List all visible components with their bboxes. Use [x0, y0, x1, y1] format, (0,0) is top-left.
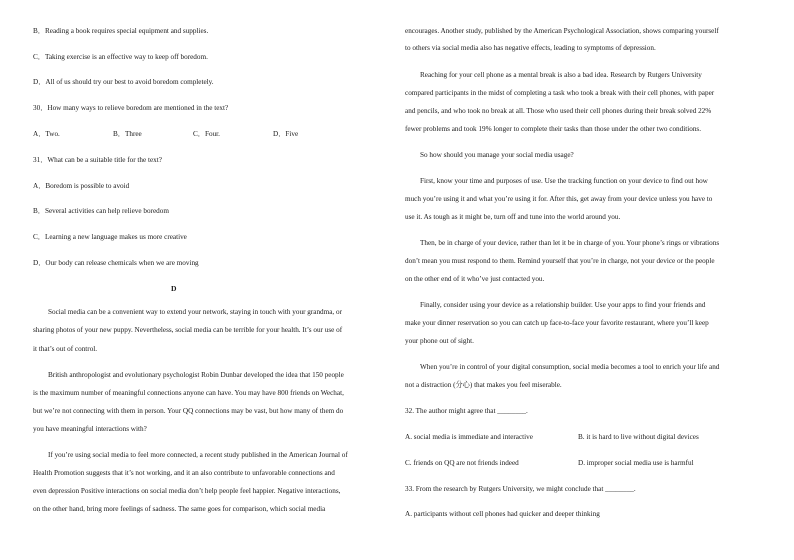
- passage-line: your phone out of sight.: [405, 337, 474, 345]
- passage-line: Finally, consider using your device as a relationship builder. Use your apps to find your friends and: [420, 301, 706, 309]
- section-letter: D: [171, 284, 177, 293]
- q33-stem: 33. From the research by Rutgers University, we might conclude that ________.: [405, 485, 636, 493]
- q30-stem: 30．How many ways to relieve boredom are mentioned in the text?: [33, 104, 229, 112]
- q32-option-a: A. social media is immediate and interactive: [405, 433, 533, 441]
- passage-line: is the maximum number of meaningful connections anyone can have. You may have 800 friends on Wechat,: [33, 389, 344, 397]
- q33-option-a: A. participants without cell phones had quicker and deeper thinking: [405, 510, 600, 518]
- passage-line: compared participants in the midst of completing a task who took a break with their cell phones, with paper: [405, 89, 715, 97]
- q29-option-c: C．Taking exercise is an effective way to keep off boredom.: [33, 53, 208, 61]
- passage-line: and pencils, and who took no break at all. Those who used their cell phones during their break solved 22%: [405, 107, 712, 115]
- passage-line: make your dinner reservation so you can catch up face-to-face your favorite restaurant, where you’ll keep: [405, 319, 709, 327]
- passage-line: When you’re in control of your digital consumption, social media becomes a tool to enrich your life and: [420, 363, 720, 371]
- passage-line: it that’s out of control.: [33, 345, 98, 353]
- q30-option-c: C．Four.: [193, 130, 220, 138]
- passage-line: on the other end of it who’ve just contacted you.: [405, 275, 545, 283]
- passage-line: encourages. Another study, published by the American Psychological Association, shows comparing yourself: [405, 27, 719, 35]
- q31-option-a: A．Boredom is possible to avoid: [33, 182, 130, 190]
- passage-line: much you’re using it and what you’re using it for. After this, get away from your device unless you have to: [405, 195, 713, 203]
- q29-option-d: D．All of us should try our best to avoid boredom completely.: [33, 78, 214, 86]
- q31-option-d: D．Our body can release chemicals when we are moving: [33, 259, 199, 267]
- q30-option-a: A．Two.: [33, 130, 60, 138]
- passage-line: fewer problems and took 19% longer to complete their tasks than those under the other two conditions.: [405, 125, 702, 133]
- passage-line: not a distraction (分心) that makes you feel miserable.: [405, 381, 562, 389]
- passage-line: you have meaningful interactions with?: [33, 425, 147, 433]
- passage-line: If you’re using social media to feel more connected, a recent study published in the American Journal of: [48, 451, 348, 459]
- passage-line: Reaching for your cell phone as a mental break is also a bad idea. Research by Rutgers University: [420, 71, 702, 79]
- passage-line: Health Promotion suggests that it’s not working, and it an also contribute to unfavorable connections and: [33, 469, 335, 477]
- passage-line: So how should you manage your social media usage?: [420, 151, 574, 159]
- q32-option-c: C. friends on QQ are not friends indeed: [405, 459, 519, 467]
- passage-line: don’t mean you must respond to them. Remind yourself that you’re in charge, not your device or the people: [405, 257, 715, 265]
- passage-line: British anthropologist and evolutionary psychologist Robin Dunbar developed the idea that 150 people: [48, 371, 344, 379]
- passage-line: but we’re not connecting with them in person. Your QQ connections may be vast, but how many of them do: [33, 407, 344, 415]
- passage-line: on the other hand, bring more feelings of sadness. The same goes for comparison, which social media: [33, 505, 326, 513]
- passage-line: sharing photos of your new puppy. Nevertheless, social media can be terrible for your health. It’s our use of: [33, 326, 343, 334]
- q32-option-b: B. it is hard to live without digital devices: [578, 433, 699, 441]
- q32-stem: 32. The author might agree that ________.: [405, 407, 528, 415]
- q32-option-d: D. improper social media use is harmful: [578, 459, 694, 467]
- q30-option-b: B．Three: [113, 130, 142, 138]
- q31-option-b: B．Several activities can help relieve boredom: [33, 207, 169, 215]
- passage-line: Social media can be a convenient way to extend your network, staying in touch with your grandma, or: [48, 308, 343, 316]
- passage-line: First, know your time and purposes of use. Use the tracking function on your device to find out how: [420, 177, 708, 185]
- passage-line: to others via social media also has negative effects, leading to symptoms of depression.: [405, 44, 656, 52]
- q31-stem: 31．What can be a suitable title for the text?: [33, 156, 162, 164]
- passage-line: even depression Positive interactions on social media don’t help people feel happier. Negative interactions,: [33, 487, 341, 495]
- q31-option-c: C．Learning a new language makes us more creative: [33, 233, 187, 241]
- passage-line: use it. As tough as it might be, turn off and tune into the world around you.: [405, 213, 621, 221]
- q29-option-b: B．Reading a book requires special equipment and supplies.: [33, 27, 209, 35]
- passage-line: Then, be in charge of your device, rather than let it be in charge of you. Your phone’s rings or vibrations: [420, 239, 720, 247]
- q30-option-d: D．Five: [273, 130, 299, 138]
